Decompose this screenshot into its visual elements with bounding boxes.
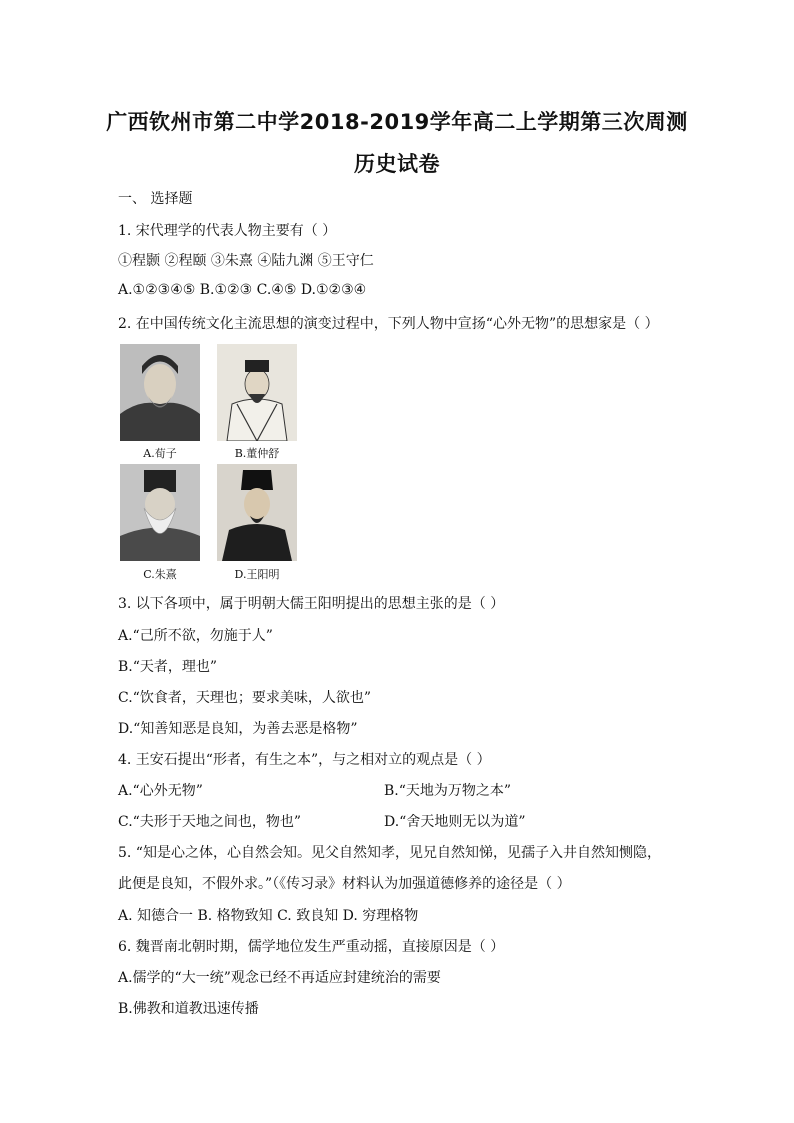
q4-option-d: D.“舍天地则无以为道”	[384, 814, 526, 830]
q1-items: ①程颢 ②程颐 ③朱熹 ④陆九渊 ⑤王守仁	[118, 253, 374, 269]
document-subtitle: 历史试卷	[354, 152, 440, 176]
q2-stem: 2. 在中国传统文化主流思想的演变过程中，下列人物中宣扬“心外无物”的思想家是（ ）	[118, 316, 659, 332]
q1-stem: 1. 宋代理学的代表人物主要有（ ）	[118, 223, 337, 239]
caption-d: D.王阳明	[234, 568, 280, 581]
q6-option-b: B.佛教和道教迅速传播	[118, 1001, 259, 1017]
portrait-zhu-xi-image	[120, 464, 200, 561]
q5-stem-line1: 5. “知是心之体，心自然会知。见父自然知孝，见兄自然知悌，见孺子入井自然知恻隐，	[118, 845, 661, 861]
q3-stem: 3. 以下各项中，属于明朝大儒王阳明提出的思想主张的是（ ）	[118, 596, 505, 612]
q1-options: A.①②③④⑤ B.①②③ C.④⑤ D.①②③④	[118, 282, 367, 298]
portrait-dong-zhongshu-image	[217, 344, 297, 441]
document-title: 广西钦州市第二中学2018-2019学年高二上学期第三次周测	[106, 110, 688, 134]
q6-stem: 6. 魏晋南北朝时期，儒学地位发生严重动摇，直接原因是（ ）	[118, 939, 505, 955]
caption-b: B.董仲舒	[234, 447, 280, 460]
q3-option-a: A.“己所不欲，勿施于人”	[118, 628, 273, 644]
q3-option-b: B.“天者，理也”	[118, 659, 218, 675]
q4-option-b: B.“天地为万物之本”	[384, 783, 512, 799]
q5-options: A. 知德合一 B. 格物致知 C. 致良知 D. 穷理格物	[118, 908, 419, 924]
portrait-wang-yangming-image	[217, 464, 297, 561]
q4-option-a: A.“心外无物”	[118, 783, 203, 799]
q4-stem: 4. 王安石提出“形者，有生之本”，与之相对立的观点是（ ）	[118, 752, 491, 768]
portrait-xunzi-image	[120, 344, 200, 441]
q3-option-c: C.“饮食者，天理也；要求美味，人欲也”	[118, 690, 371, 706]
q6-option-a: A.儒学的“大一统”观念已经不再适应封建统治的需要	[118, 970, 441, 986]
section-heading: 一、 选择题	[118, 191, 193, 207]
q3-option-d: D.“知善知恶是良知，为善去恶是格物”	[118, 721, 358, 737]
q5-stem-line2: 此便是良知，不假外求。”（《传习录》材料认为加强道德修养的途径是（ ）	[118, 876, 571, 892]
q4-option-c: C.“夫形于天地之间也，物也”	[118, 814, 301, 830]
caption-c: C.朱熹	[143, 568, 177, 581]
caption-a: A.荀子	[143, 447, 177, 460]
